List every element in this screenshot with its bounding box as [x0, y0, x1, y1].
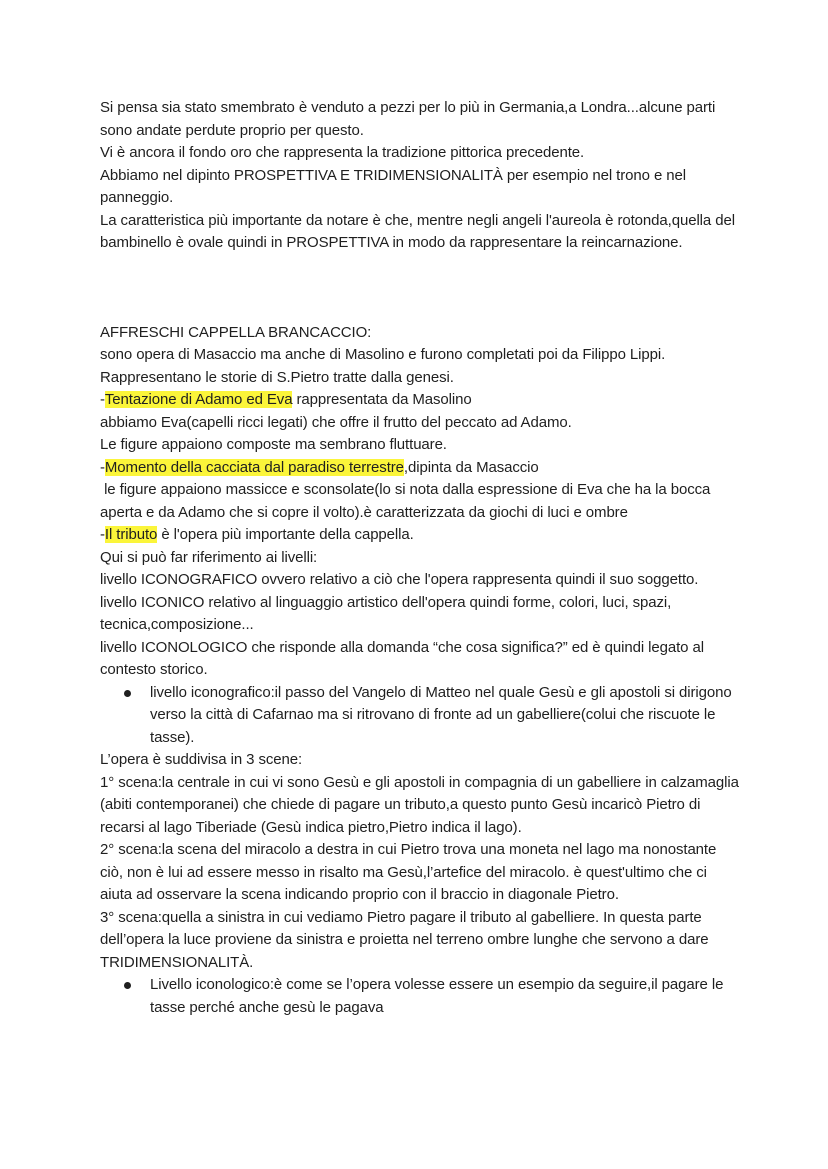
bullet-item-iconologico	[100, 974, 740, 1019]
bullet-list-2	[100, 974, 740, 1019]
paragraph-massicce: le figure appaiono massicce e sconsolate(lo si nota dalla espressione di Eva che ha la bocca aperta e da Adamo che si copre il volto).è caratterizzata da giochi di luci e ombre	[100, 481, 715, 521]
paragraph-iconico: livello ICONICO relativo al linguaggio artistico dell'opera quindi forme, colori, luci, spazi, tecnica,composizione...	[100, 593, 672, 633]
bullet-dot-icon	[124, 690, 131, 697]
paragraph-eva: abbiamo Eva(capelli ricci legati) che offre il frutto del peccato ad Adamo.	[100, 413, 572, 431]
paragraph-iconografico: livello ICONOGRAFICO ovvero relativo a ciò che l'opera rappresenta quindi il suo soggetto.	[100, 571, 699, 588]
highlight-tentazione: Tentazione di Adamo ed Eva	[104, 391, 293, 408]
intro-paragraph-2: Vi è ancora il fondo oro che rappresenta la tradizione pittorica precedente.	[100, 144, 585, 161]
highlight-tributo: Il tributo	[104, 526, 158, 543]
intro-paragraph-4: La caratteristica più importante da notare è che, mentre negli angeli l'aureola è rotonda,quella del bambinello è ovale quindi in PROSPETTIVA in modo da rappresentare la reincarnazione.	[100, 211, 735, 251]
paragraph-scena-1: 1° scena:la centrale in cui vi sono Gesù e gli apostoli in compagnia di un gabelliere in calzamaglia (abiti contemporanei) che chiede di pagare un tributo,a questo punto Gesù incaricò Pietro di recarsi al lago Tiberiade (Gesù indica pietro,Pietro indica il lago).	[100, 773, 739, 836]
section-spacer	[100, 255, 740, 322]
item-dash: -	[100, 391, 105, 408]
bullet-text: Livello iconologico:è come se l’opera volesse essere un esempio da seguire,il pagare le tasse perché anche gesù le pagava	[150, 976, 724, 1016]
intro-paragraph-3: Abbiamo nel dipinto PROSPETTIVA E TRIDIMENSIONALITÀ per esempio nel trono e nel panneggio.	[100, 166, 686, 206]
item-rest: rappresentata da Masolino	[292, 391, 472, 408]
paragraph-stories: Rappresentano le storie di S.Pietro tratte dalla genesi.	[100, 368, 454, 386]
item-rest: è l'opera più importante della cappella.	[157, 526, 414, 543]
list-item-cacciata	[100, 457, 740, 480]
section-heading: AFFRESCHI CAPPELLA BRANCACCIO:	[100, 323, 372, 341]
item-rest: ,dipinta da Masaccio	[403, 458, 539, 476]
paragraph-scene-intro: L’opera è suddivisa in 3 scene:	[100, 751, 303, 768]
list-item-tentazione	[100, 389, 740, 412]
item-dash: -	[100, 526, 105, 543]
bullet-list-1	[100, 682, 740, 750]
intro-paragraph-1: Si pensa sia stato smembrato è venduto a pezzi per lo più in Germania,a Londra...alcune parti sono andate perdute proprio per questo.	[100, 99, 716, 139]
paragraph-authors: sono opera di Masaccio ma anche di Masolino e furono completati poi da Filippo Lippi.	[100, 346, 666, 363]
bullet-dot-icon	[124, 982, 131, 989]
paragraph-scena-2: 2° scena:la scena del miracolo a destra in cui Pietro trova una moneta nel lago ma nonostante ciò, non è lui ad essere messo in risalto ma Gesù,l’artefice del miracolo. è quest'ultimo che ci aiuta ad osservare la scena indicando proprio con il braccio in diagonale Pietro.	[100, 841, 717, 903]
item-dash: -	[100, 458, 105, 476]
paragraph-iconologico: livello ICONOLOGICO che risponde alla domanda “che cosa significa?” ed è quindi legato al contesto storico.	[100, 638, 704, 678]
highlight-cacciata: Momento della cacciata dal paradiso terrestre	[104, 458, 404, 476]
bullet-item-iconografico	[100, 682, 740, 750]
paragraph-scena-3: 3° scena:quella a sinistra in cui vediamo Pietro pagare il tributo al gabelliere. In questa parte dell’opera la luce proviene da sinistra e proietta nel terreno ombre lunghe che servono a dare TRIDIMENSIONALITÀ.	[100, 908, 709, 971]
bullet-text: livello iconografico:il passo del Vangelo di Matteo nel quale Gesù e gli apostoli si dirigono verso la città di Cafarnao ma si ritrovano di fronte ad un gabelliere(colui che riscuote le tasse).	[150, 683, 732, 746]
paragraph-livelli: Qui si può far riferimento ai livelli:	[100, 548, 318, 566]
list-item-tributo	[100, 524, 740, 547]
paragraph-figure: Le figure appaiono composte ma sembrano fluttuare.	[100, 436, 447, 453]
document-page	[100, 97, 740, 1019]
